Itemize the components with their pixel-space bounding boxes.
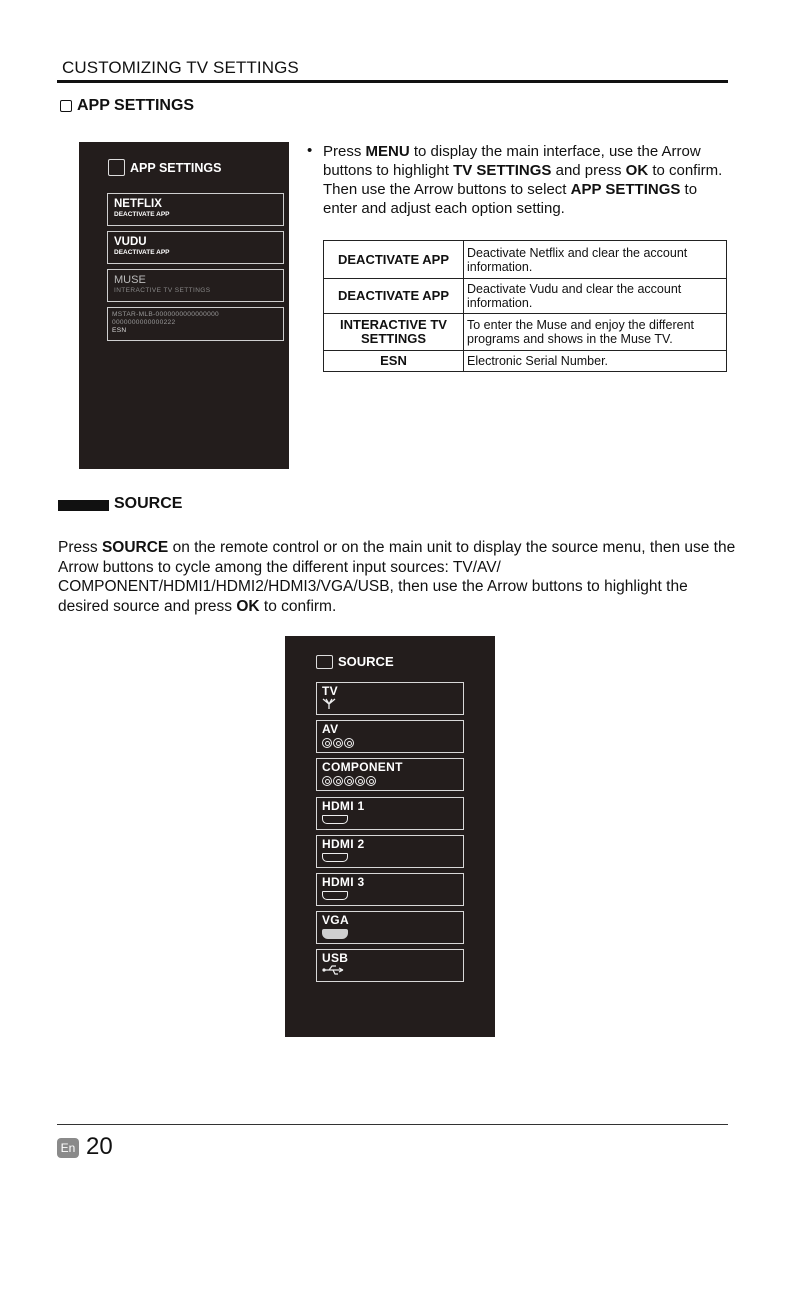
tv-icon — [316, 655, 333, 669]
table-row — [324, 279, 727, 314]
table-cell-item: DEACTIVATE APP — [324, 279, 464, 314]
table-cell-desc: Deactivate Netflix and clear the account information. — [464, 241, 727, 279]
source-item-component[interactable] — [316, 758, 464, 791]
source-item-hdmi-2[interactable] — [316, 835, 464, 868]
instruction-bold: OK — [236, 597, 260, 615]
source-item-usb[interactable] — [316, 949, 464, 982]
table-cell-item: DEACTIVATE APP — [324, 241, 464, 279]
table-cell-desc: Deactivate Vudu and clear the account information. — [464, 279, 727, 314]
source-item-vga[interactable] — [316, 911, 464, 944]
esn-option — [107, 307, 284, 341]
option-sublabel: DEACTIVATE APP — [114, 211, 170, 218]
instruction-text: Press — [58, 539, 102, 556]
instruction-text: to confirm. Then use the Arrow buttons to select — [323, 162, 723, 198]
screen-title-text: APP SETTINGS — [130, 160, 222, 175]
source-item-hdmi-3[interactable] — [316, 873, 464, 906]
app-settings-table — [323, 240, 727, 372]
bullet-point: • — [307, 142, 313, 159]
source-item-av[interactable] — [316, 720, 464, 753]
instruction-text: on the remote control or on the main unit to display the source menu, then use the Arrow buttons to cycle among the different input sources: TV/AV/ COMPONENT/HDMI1/HDMI2/HDMI3/VGA/USB, then use the Arrow buttons to highlight the desired source and press — [58, 539, 736, 615]
source-item-tv[interactable] — [316, 682, 464, 715]
instruction-bold: APP SETTINGS — [570, 181, 681, 198]
screen-title — [108, 159, 221, 176]
instruction-text: Press — [323, 143, 366, 160]
table-row — [324, 241, 727, 279]
esn-label: ESN — [112, 327, 127, 334]
app-settings-heading — [60, 97, 194, 115]
table-cell-desc: Electronic Serial Number. — [464, 351, 727, 372]
muse-option[interactable] — [107, 269, 284, 302]
page-header-title: CUSTOMIZING TV SETTINGS — [62, 58, 299, 77]
source-item-label: HDMI 1 — [322, 799, 365, 813]
esn-value-line-1: MSTAR-MLB-0000000000000000 — [112, 311, 220, 318]
section-marker-bar — [58, 500, 109, 511]
source-item-label: TV — [322, 684, 338, 698]
vga-port-icon — [322, 927, 458, 941]
table-row — [324, 351, 727, 372]
rca-connectors-icon — [322, 736, 458, 750]
esn-value-line-2: 0000000000000222 — [112, 319, 176, 326]
table-cell-desc: To enter the Muse and enjoy the different programs and shows in the Muse TV. — [464, 314, 727, 351]
netflix-option[interactable] — [107, 193, 284, 226]
page-number: 20 — [86, 1133, 113, 1160]
screen-title-text: SOURCE — [338, 654, 394, 669]
hdmi-port-icon — [322, 813, 458, 827]
vudu-option[interactable] — [107, 231, 284, 264]
hdmi-port-icon — [322, 889, 458, 903]
app-settings-heading-text: APP SETTINGS — [77, 97, 195, 114]
antenna-icon — [322, 698, 458, 712]
instruction-bold: TV SETTINGS — [453, 162, 552, 179]
option-sublabel: DEACTIVATE APP — [114, 249, 170, 256]
table-cell-item: ESN — [324, 351, 464, 372]
instruction-bold: OK — [625, 162, 649, 179]
source-item-label: COMPONENT — [322, 760, 403, 774]
instruction-text: to confirm. — [259, 597, 337, 615]
instruction-text: to enter and adjust each option setting. — [323, 181, 698, 217]
header-divider — [57, 80, 728, 83]
component-connectors-icon — [322, 774, 458, 788]
footer-divider — [57, 1124, 728, 1125]
source-item-label: VGA — [322, 913, 349, 927]
source-instruction — [58, 538, 738, 616]
source-heading: SOURCE — [114, 495, 183, 512]
source-item-label: HDMI 3 — [322, 875, 365, 889]
instruction-text: to display the main interface, use the Arrow buttons to highlight — [323, 143, 701, 179]
tv-icon — [108, 159, 125, 176]
instruction-text: and press — [551, 162, 626, 179]
option-sublabel: INTERACTIVE TV SETTINGS — [114, 287, 211, 294]
table-row — [324, 314, 727, 351]
screen-title — [316, 654, 394, 669]
option-label: VUDU — [114, 236, 147, 248]
usb-icon — [322, 965, 458, 979]
instruction-bold: SOURCE — [101, 539, 169, 556]
option-label: MUSE — [114, 274, 146, 286]
option-label: NETFLIX — [114, 198, 162, 210]
tv-icon — [60, 100, 72, 112]
table-cell-item: INTERACTIVE TV SETTINGS — [324, 314, 464, 351]
instruction-bold: MENU — [365, 143, 410, 160]
hdmi-port-icon — [322, 851, 458, 865]
language-badge: En — [57, 1138, 79, 1158]
app-settings-instruction — [323, 142, 728, 218]
source-item-label: AV — [322, 722, 339, 736]
source-screen — [285, 636, 495, 1037]
source-item-hdmi-1[interactable] — [316, 797, 464, 830]
source-item-label: HDMI 2 — [322, 837, 365, 851]
app-settings-screen — [79, 142, 289, 469]
source-item-label: USB — [322, 951, 349, 965]
